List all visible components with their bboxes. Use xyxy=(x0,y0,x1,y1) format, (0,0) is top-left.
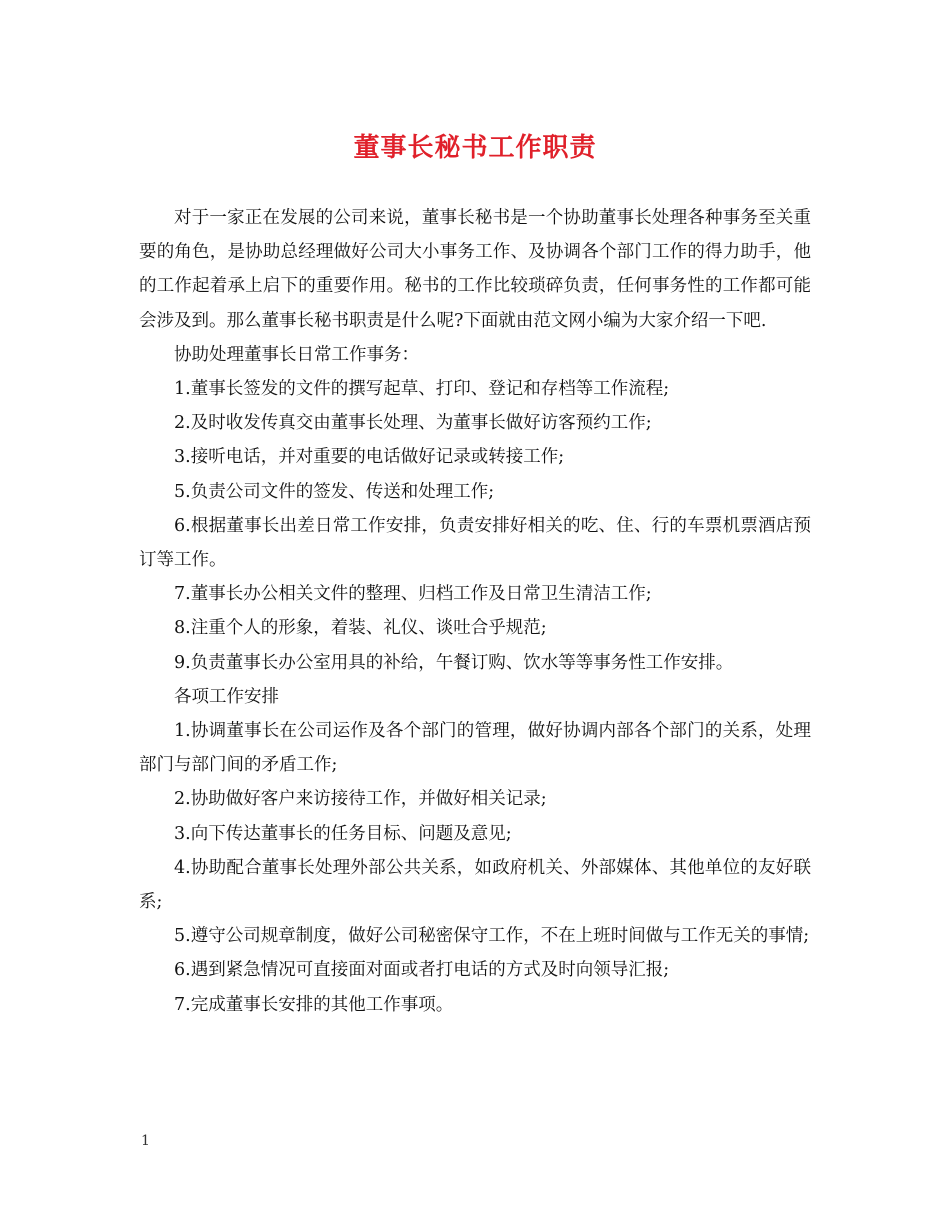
section-heading-work-arrangements: 各项工作安排 xyxy=(174,686,279,707)
list-item: 2.协助做好客户来访接待工作，并做好相关记录; xyxy=(174,789,547,810)
list-item: 2.及时收发传真交由董事长处理、为董事长做好访客预约工作; xyxy=(174,413,652,434)
list-item: 1.协调董事长在公司运作及各个部门的管理，做好协调内部各个部门的关系，处理部门与部门间的矛盾工作; xyxy=(139,721,811,776)
list-item: 3.向下传达董事长的任务目标、问题及意见; xyxy=(174,823,512,844)
document-body xyxy=(139,201,811,1022)
list-item: 5.负责公司文件的签发、传送和处理工作; xyxy=(174,481,495,502)
list-item: 4.协助配合董事长处理外部公共关系，如政府机关、外部媒体、其他单位的友好联系; xyxy=(139,857,811,913)
list-item: 7.完成董事长安排的其他工作事项。 xyxy=(174,994,454,1015)
list-item: 7.董事长办公相关文件的整理、归档工作及日常卫生清洁工作; xyxy=(174,584,652,605)
list-item: 8.注重个人的形象，着装、礼仪、谈吐合乎规范; xyxy=(174,618,547,639)
list-item: 3.接听电话，并对重要的电话做好记录或转接工作; xyxy=(174,447,565,468)
page-number: 1 xyxy=(141,1133,150,1149)
list-item: 5.遵守公司规章制度，做好公司秘密保守工作，不在上班时间做与工作无关的事情; xyxy=(174,926,810,947)
list-item: 1.董事长签发的文件的撰写起草、打印、登记和存档等工作流程; xyxy=(174,379,670,400)
list-item: 6.根据董事长出差日常工作安排，负责安排好相关的吃、住、行的车票机票酒店预订等工作。 xyxy=(139,515,811,571)
document-title: 董事长秘书工作职责 xyxy=(353,133,597,163)
list-item: 9.负责董事长办公室用具的补给，午餐订购、饮水等等事务性工作安排。 xyxy=(174,652,734,673)
list-item: 6.遇到紧急情况可直接面对面或者打电话的方式及时向领导汇报; xyxy=(174,960,670,981)
section-heading-daily-affairs: 协助处理董事长日常工作事务： xyxy=(174,344,419,365)
intro-paragraph: 对于一家正在发展的公司来说，董事长秘书是一个协助董事长处理各种事务至关重要的角色，是协助总经理做好公司大小事务工作、及协调各个部门工作的得力助手，他的工作起着承上启下的重要作用。秘书的工作比较琐碎负责，任何事务性的工作都可能会涉及到。那么董事长秘书职责是什么呢?下面就由范文网小编为大家介绍一下吧. xyxy=(139,208,811,331)
